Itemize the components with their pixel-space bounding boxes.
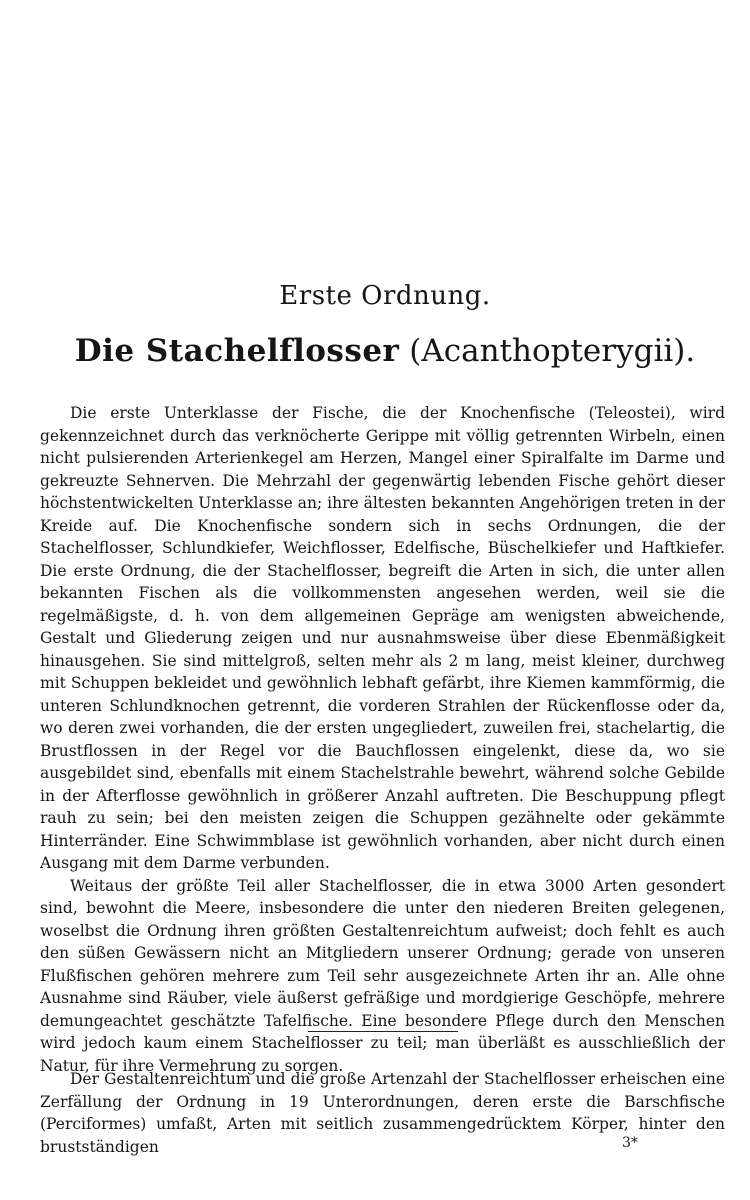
family-title-german: Die Stachelflosser [74,333,400,369]
family-title [0,333,750,369]
paragraph: Weitaus der größte Teil aller Stachelflosser, die in etwa 3000 Arten gesondert sind, bewohnt die Meere, insbesondere die unter den niederen Breiten gelegenen, woselbst die Ordnung ihren größten Gestaltenreichtum aufweist; doch fehlt es auch den süßen Gewässern nicht an Mitgliedern unserer Ordnung; gerade von unseren Flußfischen gehören mehrere zum Teil sehr ausgezeichnete Arten ihr an. Alle ohne Ausnahme sind Räuber, viele äußerst gefräßige und mordgierige Geschöpfe, mehrere demungeachtet geschätzte Tafelfische. Eine besondere Pflege durch den Menschen wird jedoch kaum einem Stachelflosser zu teil; man überläßt es ausschließlich der Natur, für ihre Vermehrung zu sorgen. [40,876,725,1075]
family-title-latin: (Acanthopterygii). [409,333,696,369]
section-divider [308,1031,458,1032]
paragraph: Der Gestaltenreichtum und die große Artenzahl der Stachelflosser erheischen eine Zerfällung der Ordnung in 19 Unterordnungen, deren erste die Barschfische (Perciformes) umfaßt, Arten mit seitlich zusammengedrücktem Körper, hinter den brustständigen [40,1070,725,1156]
page-signature: 3* [622,1135,638,1151]
paragraph: Die erste Unterklasse der Fische, die der Knochenfische (Teleostei), wird gekennzeichnet durch das verknöcherte Gerippe mit völlig getrennten Wirbeln, einen nicht pulsierenden Arterienkegel am Herzen, Mangel einer Spiralfalte im Darme und gekreuzte Sehnerven. Die Mehrzahl der gegenwärtig lebenden Fische gehört dieser höchstentwickelten Unterklasse an; ihre ältesten bekannten Angehörigen treten in der Kreide auf. Die Knochenfische sondern sich in sechs Ordnungen, die der Stachelflosser, Schlundkiefer, Weichflosser, Edelfische, Büschelkiefer und Haftkiefer. Die erste Ordnung, die der Stachelflosser, begreift die Arten in sich, die unter allen bekannten Fischen als die vollkommensten angesehen werden, weil sie die regelmäßigste, d. h. von dem allgemeinen Gepräge am wenigsten abweichende, Gestalt und Gliederung zeigen und nur ausnahmsweise über diese Ebenmäßigkeit hinausgehen. Sie sind mittelgroß, selten mehr als 2 m lang, meist kleiner, durchweg mit Schuppen bekleidet und gewöhnlich lebhaft gefärbt, ihre Kiemen kammförmig, die unteren Schlundknochen getrennt, die vorderen Strahlen der Rückenflosse oder da, wo deren zwei vorhanden, die der ersten ungegliedert, zuweilen frei, stachelartig, die Brustflossen in der Regel vor die Bauchflossen eingelenkt, diese da, wo sie ausgebildet sind, ebenfalls mit einem Stachelstrahle bewehrt, während solche Gebilde in der Afterflosse gewöhnlich in größerer Anzahl auftreten. Die Beschuppung pflegt rauh zu sein; bei den meisten zeigen die Schuppen gezähnelte oder gekämmte Hinterränder. Eine Schwimmblase ist gewöhnlich vorhanden, aber nicht durch einen Ausgang mit dem Darme verbunden. [40,404,725,872]
body-text [40,402,725,1077]
chapter-title: Erste Ordnung. [279,281,491,311]
